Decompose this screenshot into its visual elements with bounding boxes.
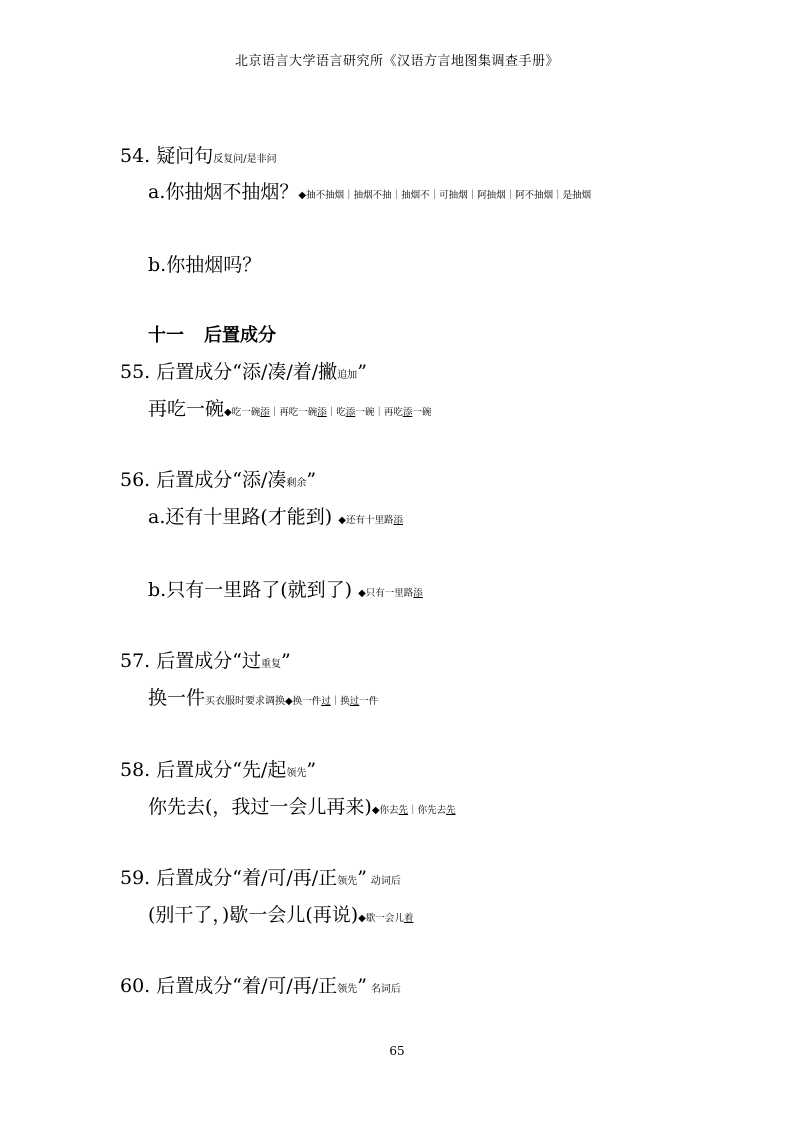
question-54b: b.你抽烟吗？ — [148, 254, 262, 276]
diamond-icon: ◆ — [338, 515, 346, 526]
question-55-answers: 吃一碗添｜再吃一碗添｜吃添一碗｜再吃添一碗 — [231, 407, 432, 418]
question-59-line: (别干了，)歇一会儿(再说)◆歇一会儿着 — [148, 904, 414, 926]
page-header: 北京语言大学语言研究所《汉语方言地图集调查手册》 — [234, 54, 559, 69]
diamond-icon: ◆ — [224, 407, 232, 418]
question-59-title: 59. 后置成分“着/可/再/正领先” 动词后 — [120, 867, 401, 889]
question-56b: b.只有一里路了(就到了) ◆只有一里路添 — [148, 579, 423, 601]
diamond-icon: ◆ — [371, 805, 380, 816]
question-57-title: 57. 后置成分“过重复” — [120, 650, 291, 672]
question-58-line: 你先去(，我过一会儿再来)◆你去先｜你先去先 — [148, 796, 456, 818]
question-54a-answers: 抽不抽烟｜抽烟不抽｜抽烟不｜可抽烟｜阿抽烟｜阿不抽烟｜是抽烟 — [306, 190, 592, 201]
section-heading: 十一 后置成分 — [148, 325, 276, 346]
diamond-icon: ◆ — [285, 696, 293, 707]
question-55-line: 再吃一碗◆吃一碗添｜再吃一碗添｜吃添一碗｜再吃添一碗 — [148, 398, 432, 420]
question-56-title: 56. 后置成分“添/凑剩余” — [120, 469, 317, 491]
diamond-icon: ◆ — [358, 913, 366, 924]
question-55-title: 55. 后置成分“添/凑/着/撇追加” — [120, 361, 367, 383]
question-54a: a.你抽烟不抽烟？◆抽不抽烟｜抽烟不抽｜抽烟不｜可抽烟｜阿抽烟｜阿不抽烟｜是抽烟 — [148, 181, 592, 203]
page-number: 65 — [389, 1044, 405, 1058]
question-60-title: 60. 后置成分“着/可/再/正领先” 名词后 — [120, 975, 401, 997]
question-54-title: 54. 疑问句反复问/是非问 — [120, 145, 277, 167]
question-56a: a.还有十里路(才能到) ◆还有十里路添 — [148, 506, 403, 528]
question-57-line: 换一件买衣服时要求调换◆换一件过｜换过一件 — [148, 687, 379, 709]
diamond-icon: ◆ — [298, 190, 307, 201]
diamond-icon: ◆ — [358, 588, 366, 599]
question-54-note: 反复问/是非问 — [213, 154, 277, 165]
question-58-title: 58. 后置成分“先/起领先” — [120, 759, 317, 781]
